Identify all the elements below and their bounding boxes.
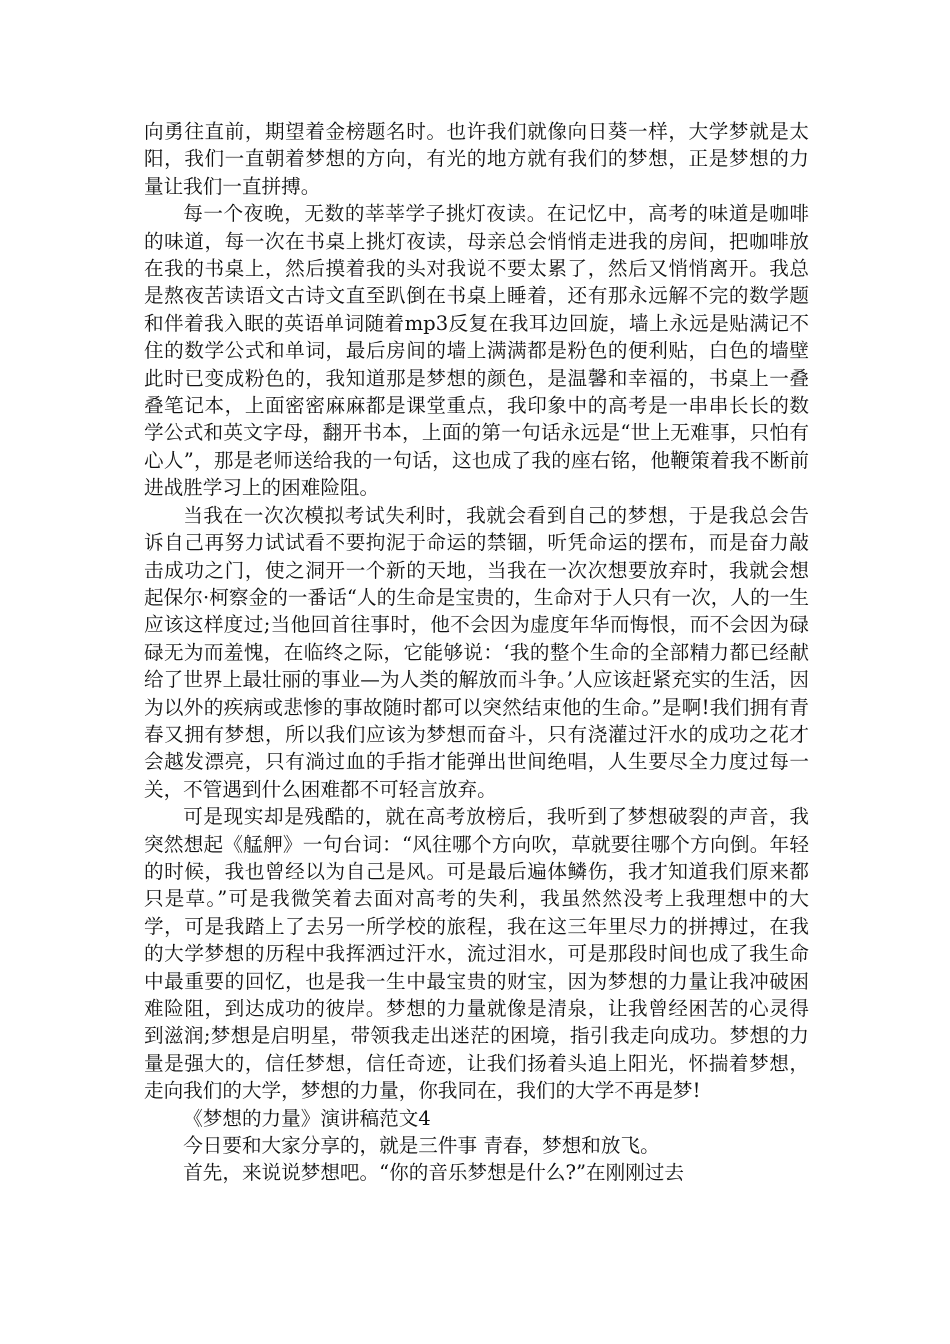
paragraph-mock-exam: 当我在一次次模拟考试失利时，我就会看到自己的梦想，于是我总会告诉自己再努力试试看不要拘泥于命运的禁锢，听凭命运的摆布，而是奋力敲击成功之门，使之洞开一个新的天地，当我在一次次想要放弃时，我就会想起保尔·柯察金的一番话“人的生命是宝贵的，生命对于人只有一次，人的一生应该这样度过;当他回首往事时，他不会因为虚度年华而悔恨，而不会因为碌碌无为而羞愧，在临终之际，它能够说：‘我的整个生命的全部精力都已经献给了世界上最壮丽的事业—为人类的解放而斗争。’人应该赶紧充实的生活，因为以外的疾病或悲惨的事故随时都可以突然结束他的生命。”是啊!我们拥有青春又拥有梦想，所以我们应该为梦想而奋斗，只有浇灌过汗水的成功之花才会越发漂亮，只有淌过血的手指才能弹出世间绝唱，人生要尽全力度过每一关，不管遇到什么困难都不可轻言放弃。: [144, 503, 809, 801]
paragraph-share-intro: 今日要和大家分享的，就是三件事 青春，梦想和放飞。: [183, 1134, 660, 1158]
paragraph-dream-intro: 首先，来说说梦想吧。“你的音乐梦想是什么?”在刚刚过去: [183, 1161, 684, 1185]
paragraph-reality: 可是现实却是残酷的，就在高考放榜后，我听到了梦想破裂的声音，我突然想起《艋舺》一句台词：“风往哪个方向吹，草就要往哪个方向倒。年轻的时候，我也曾经以为自己是风。可是最后遍体鳞伤，我才知道我们原来都只是草。”可是我微笑着去面对高考的失利，我虽然然没考上我理想中的大学，可是我踏上了去另一所学校的旅程，我在这三年里尽力的拼搏过，在我的大学梦想的历程中我挥洒过汗水，流过泪水，可是那段时间也成了我生命中最重要的回忆，也是我一生中最宝贵的财宝，因为梦想的力量让我冲破困难险阻，到达成功的彼岸。梦想的力量就像是清泉，让我曾经困苦的心灵得到滋润;梦想是启明星，带领我走出迷茫的困境，指引我走向成功。梦想的力量是强大的，信任梦想，信任奇迹，让我们扬着头追上阳光，怀揣着梦想，走向我们的大学，梦想的力量，你我同在，我们的大学不再是梦!: [144, 805, 809, 1103]
paragraph-continuation: 向勇往直前，期望着金榜题名时。也许我们就像向日葵一样，大学梦就是太阳，我们一直朝着梦想的方向，有光的地方就有我们的梦想，正是梦想的力量让我们一直拼搏。: [144, 120, 809, 198]
document-page: [144, 118, 809, 1187]
paragraph-night-study: 每一个夜晚，无数的莘莘学子挑灯夜读。在记忆中，高考的味道是咖啡的味道，每一次在书桌上挑灯夜读，母亲总会悄悄走进我的房间，把咖啡放在我的书桌上，然后摸着我的头对我说不要太累了，然后又悄悄离开。我总是熬夜苦读语文古诗文直至趴倒在书桌上睡着，还有那永远解不完的数学题和伴着我入眠的英语单词随着mp3反复在我耳边回旋，墙上永远是贴满记不住的数学公式和单词，最后房间的墙上满满都是粉色的便利贴，白色的墙壁此时已变成粉色的，我知道那是梦想的颜色，是温馨和幸福的，书桌上一叠叠笔记本，上面密密麻麻都是课堂重点，我印象中的高考是一串串长长的数学公式和英文字母，翻开书本，上面的第一句话永远是“世上无难事，只怕有心人”，那是老师送给我的一句话，这也成了我的座右铭，他鞭策着我不断前进战胜学习上的困难险阻。: [144, 202, 809, 500]
section-title: 《梦想的力量》演讲稿范文4: [183, 1106, 431, 1130]
